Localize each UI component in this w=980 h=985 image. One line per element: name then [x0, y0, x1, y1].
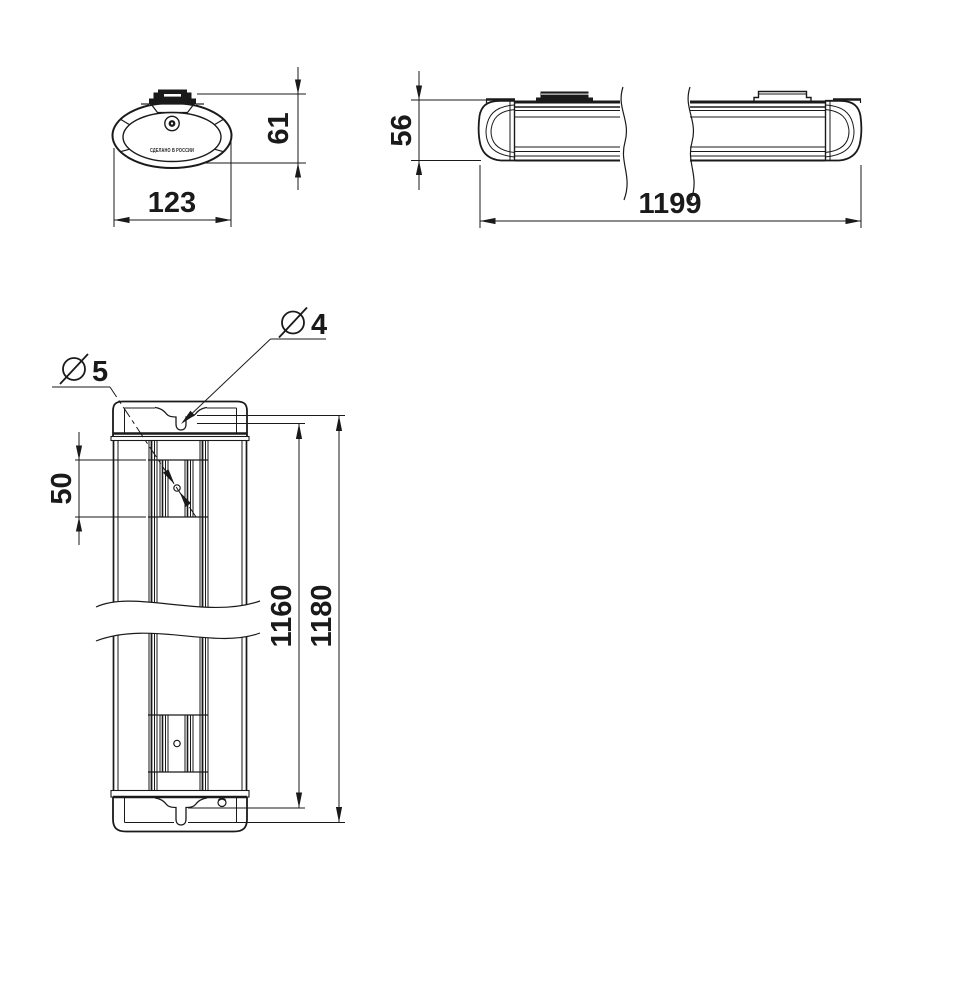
dim-label-diameter-4: 4 — [311, 309, 328, 341]
body-lines-lower-segment — [114, 632, 247, 791]
mounting-bracket-clip-left — [536, 92, 593, 103]
mounting-keyhole-notch-bottom — [155, 798, 207, 825]
cap-flange — [111, 437, 249, 441]
arrowhead — [296, 424, 302, 440]
mounting-clip — [141, 90, 204, 105]
bottom-end-cap — [111, 791, 249, 832]
dim-label-56: 56 — [386, 114, 418, 147]
top-end-cap — [111, 402, 249, 441]
side-view — [386, 71, 861, 228]
end-view-body — [113, 90, 232, 169]
mounting-keyhole-notch-top — [155, 408, 207, 431]
front-view — [46, 308, 345, 832]
arrowhead — [216, 217, 232, 223]
dim-label-1180: 1180 — [306, 584, 338, 648]
dim-height-61 — [197, 67, 306, 190]
arrowhead — [76, 517, 82, 532]
bracket-hole — [174, 740, 180, 746]
screw-head — [165, 116, 179, 130]
diameter-symbol-icon — [60, 354, 88, 384]
arrowhead — [295, 163, 301, 178]
end-view — [113, 67, 307, 227]
arrowhead — [416, 86, 422, 101]
arrowhead — [114, 217, 130, 223]
side-body-lines-left-segment — [515, 102, 620, 161]
arrowhead — [336, 416, 342, 432]
break-lines — [96, 601, 260, 641]
dim-bracket-50 — [46, 432, 146, 545]
dim-label-50: 50 — [46, 472, 78, 505]
dim-label-1160: 1160 — [266, 584, 298, 648]
arrowhead — [416, 161, 422, 176]
side-body-lines-right-segment — [690, 102, 825, 161]
arrowhead — [295, 80, 301, 95]
break-lines — [621, 87, 694, 200]
arrowhead — [296, 793, 302, 809]
diameter-symbol-icon — [279, 308, 307, 338]
body-lines-upper-segment — [114, 441, 247, 610]
dim-label-61: 61 — [263, 112, 295, 145]
arrowhead — [76, 446, 82, 461]
made-in-russia-marking: СДЕЛАНО В РОССИИ — [150, 148, 195, 154]
left-end-cap — [479, 100, 515, 161]
leader-diameter-4 — [181, 308, 327, 425]
dim-label-1199: 1199 — [638, 188, 702, 220]
mounting-bracket-clip-right — [754, 92, 811, 103]
dim-label-123: 123 — [147, 187, 197, 219]
arrowhead — [163, 469, 175, 484]
arrowhead — [336, 807, 342, 823]
dim-length-1199 — [480, 165, 861, 228]
clip-base-detail — [151, 104, 194, 113]
arrowhead — [480, 218, 496, 224]
dim-label-diameter-5: 5 — [92, 356, 109, 388]
arrowhead — [846, 218, 862, 224]
dim-height-56 — [386, 71, 488, 190]
right-end-cap — [825, 100, 861, 161]
